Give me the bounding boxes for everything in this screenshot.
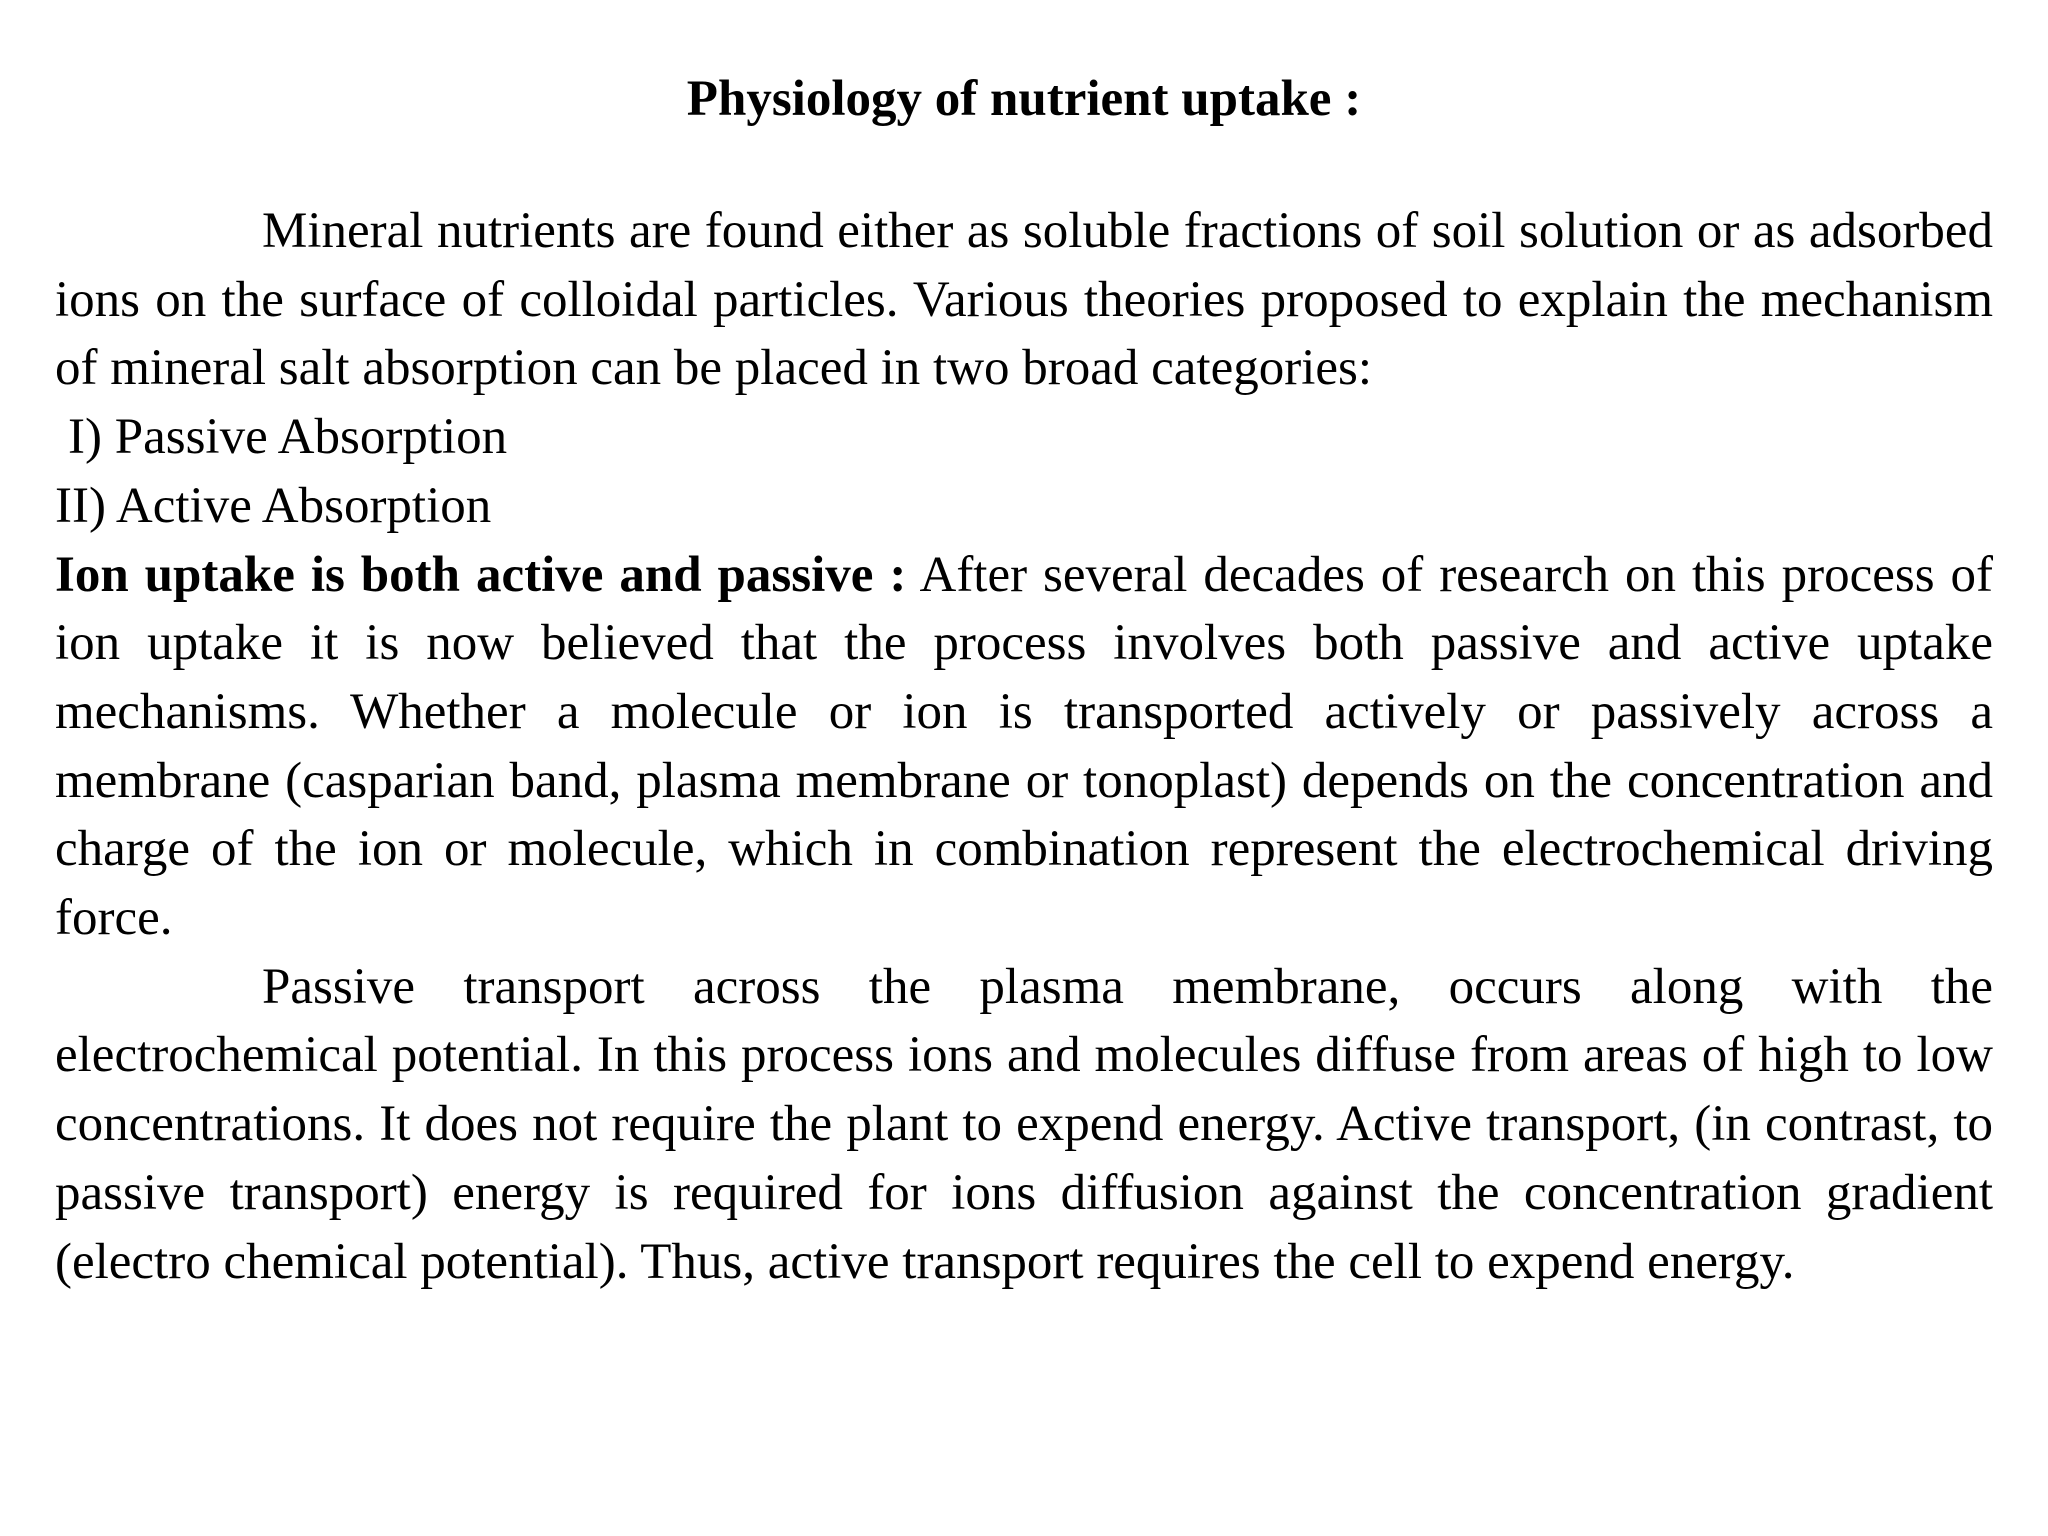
ion-uptake-heading: Ion uptake is both active and passive :	[55, 546, 907, 603]
document-page	[55, 62, 1993, 1296]
category-active: II) Active Absorption	[55, 477, 492, 534]
ion-uptake-text: After several decades of research on this process of ion uptake it is now believed that the process involves both passive and active uptake mechanisms. Whether a molecule or ion is transported actively or passively across a membrane (casparian band, plasma membrane or tonoplast) depends on the concentration and charge of the ion or molecule, which in combination represent the electrochemical driving force.	[55, 546, 1993, 947]
intro-paragraph: Mineral nutrients are found either as soluble fractions of soil solution or as adsorbed ions on the surface of colloidal particles. Various theories proposed to explain the mechanism of mineral salt absorption can be placed in two broad categories:	[55, 203, 1993, 397]
ion-uptake-paragraph	[55, 541, 1993, 953]
transport-paragraph: Passive transport across the plasma membrane, occurs along with the electrochemical potential. In this process ions and molecules diffuse from areas of high to low concentrations. It does not require the plant to expend energy. Active transport, (in contrast, to passive transport) energy is required for ions diffusion against the concentration gradient (electro chemical potential). Thus, active transport requires the cell to expend energy.	[55, 958, 1993, 1290]
page-title: Physiology of nutrient uptake :	[686, 71, 1362, 127]
category-passive: I) Passive Absorption	[68, 409, 508, 466]
